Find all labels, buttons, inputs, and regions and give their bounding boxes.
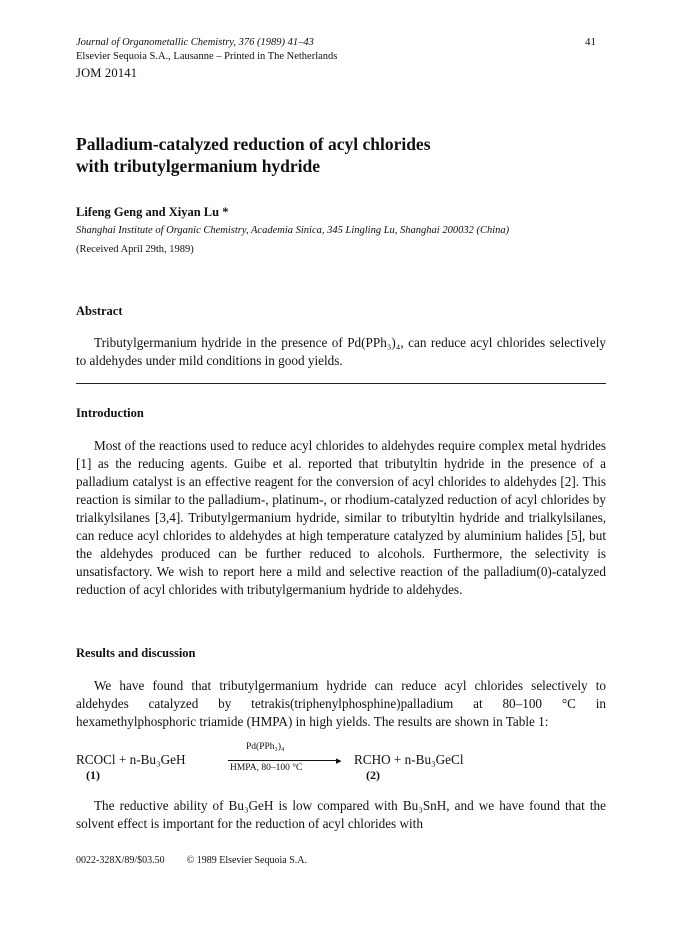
article-title [76,133,596,177]
page-number: 41 [585,36,596,48]
abstract-text: Tributylgermanium hydride in the presence of Pd(PPh₃)₄, can reduce acyl chlorides selectively to aldehydes under mild conditions in good yields. [76,335,606,368]
introduction-heading: Introduction [76,406,144,420]
section-divider [76,383,606,384]
title-line-1: Palladium-catalyzed reduction of acyl chlorides [76,134,431,154]
journal-citation: Journal of Organometallic Chemistry, 376 (1989) 41–43 [76,37,314,48]
catalyst-condition: Pd(PPh₃)₄ [246,742,285,752]
solvent-condition: HMPA, 80–100 °C [230,763,303,773]
equation-label-1: (1) [86,768,100,782]
equation-products: RCHO + n-Bu₃GeCl [354,752,464,767]
copyright: © 1989 Elsevier Sequoia S.A. [186,855,307,866]
abstract-heading: Abstract [76,304,123,318]
page-footer [76,855,307,866]
reaction-arrow [228,742,348,786]
results-text: We have found that tributylgermanium hydride can reduce acyl chlorides selectively to aldehydes catalyzed by tetrakis(triphenylphosphine)palladium at 80–100 °C in hexamethylphosphoric triamide (HMPA) in high yields. The results are shown in Table 1: [76,678,606,729]
received-date: (Received April 29th, 1989) [76,244,194,255]
introduction-text: Most of the reactions used to reduce acyl chlorides to aldehydes require complex metal hydrides [1] as the reducing agents. Guibe et al. reported that tributyltin hydride in the presence of a palladium catalyst is an effective reagent for the conversion of acyl chlorides to aldehydes [2]. This reaction is similar to the palladium-, platinum-, or rhodium-catalyzed reduction of acyl chlorides by trialkylsilanes [3,4]. Tributylgermanium hydride, similar to tributyltin hydride and trialkylsilanes, can reduce acyl chlorides to aldehydes at high temperature catalyzed by aluminium halides [5], but the aldehydes produced can be further reduced to alcohols. Furthermore, the selectivity is unsatisfactory. We wish to report here a mild and selective reaction of the palladium(0)-catalyzed reduction of acyl chlorides with tributylgermanium hydride to aldehydes. [76,438,606,597]
arrow-head-icon: ▸ [336,755,342,767]
jom-code: JOM 20141 [76,66,138,80]
reaction-equation [76,742,606,792]
equation-label-2: (2) [366,768,380,782]
affiliation: Shanghai Institute of Organic Chemistry, Academia Sinica, 345 Lingling Lu, Shanghai 200032 (China) [76,225,510,236]
issn-price-code: 0022-328X/89/$03.50 [76,855,165,866]
equation-reactants: RCOCl + n-Bu₃GeH [76,752,186,767]
publisher-line: Elsevier Sequoia S.A., Lausanne – Printed in The Netherlands [76,51,338,62]
results-heading: Results and discussion [76,646,196,660]
authors: Lifeng Geng and Xiyan Lu * [76,205,229,219]
arrow-line [228,760,340,761]
title-line-2: with tributylgermanium hydride [76,156,321,176]
results-continuation: The reductive ability of Bu₃GeH is low compared with Bu₃SnH, and we have found that the solvent effect is important for the reduction of acyl chlorides with [76,798,606,831]
